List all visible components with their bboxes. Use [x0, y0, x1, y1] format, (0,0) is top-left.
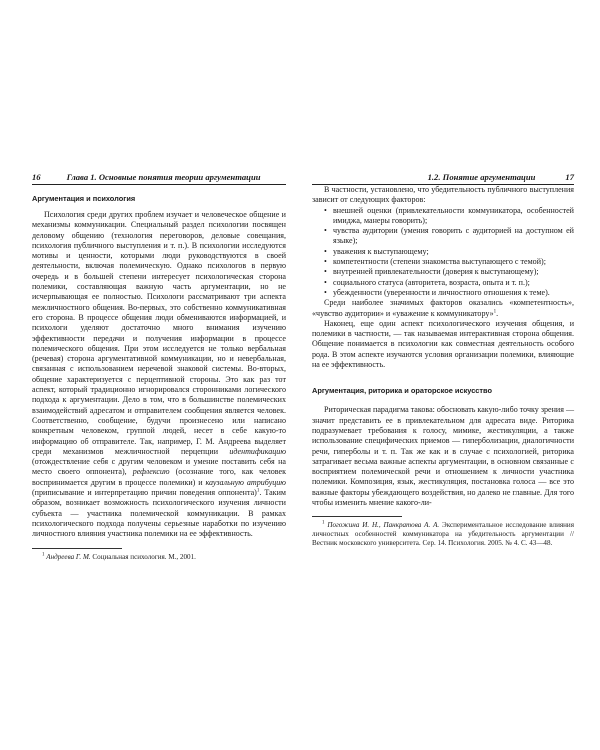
- footnote-divider: [312, 516, 402, 517]
- term-attribution: каузальную атрибуцию: [205, 477, 286, 487]
- body-paragraph: [312, 298, 574, 319]
- list-item: • внутренней привлекательности (доверия к выступающему);: [324, 267, 574, 277]
- running-title: 1.2. Понятие аргументации: [427, 172, 536, 182]
- list-item: • внешней оценки (привлекательности коммуникатора, особенностей имиджа, манеры говорить);: [324, 206, 574, 227]
- right-page: [300, 0, 600, 750]
- footnote-divider: [32, 548, 122, 549]
- term-reflexia: рефлексию: [132, 467, 170, 477]
- list-item: • социального статуса (авторитета, возраста, опыта и т. п.);: [324, 278, 574, 288]
- paragraph-text: (отождествление себя с другим человеком и умение поставить себя на место своего оппонента),: [32, 457, 286, 477]
- body-paragraph: [32, 210, 286, 540]
- footnote-text: Социальная психология. М., 2001.: [90, 552, 196, 561]
- body-paragraph: Наконец, еще один аспект психологического изучения общения, и полемики в частности, — так называемая интерактивная сторона общения. Общение понимается в психологии как совместная деятельность особого рода. В этом аспекте изучаются условия организации полемики, влияющие на ее эффективность.: [312, 318, 574, 370]
- running-header: [312, 172, 574, 185]
- paragraph-text: . Таким образом, возникает возможность психологического изучения личности субъекта — участника полемической коммуникации. В рамках психологического подхода получены серьезные наработки по изучению личностного влияния участника полемики на ее эффективность.: [32, 488, 286, 539]
- body-paragraph: В частности, установлено, что убедительность публичного выступления зависит от следующих факторов:: [312, 185, 574, 205]
- page-number: 16: [32, 172, 41, 182]
- paragraph-text: Среди наиболее значимых факторов оказались «компетентность», «чувство аудитории» и «уважение к коммуникатору»: [312, 298, 574, 318]
- paragraph-text: (приписывание и интерпретацию причин поведения оппонента): [32, 488, 257, 498]
- list-item: • уважения к выступающему;: [324, 247, 574, 257]
- running-header: [32, 172, 286, 185]
- running-title: Глава 1. Основные понятия теории аргументации: [66, 172, 261, 182]
- list-item: • убежденности (уверенности и личностного отношения к теме).: [324, 288, 574, 298]
- paragraph-text: (осознание того, как человек воспринимается другим в процессе полемики) и: [32, 467, 287, 487]
- section-heading: Аргументация, риторика и ораторское искусство: [312, 386, 492, 396]
- footnote: [312, 521, 574, 548]
- footnote-author: Андреева Г. М.: [46, 552, 91, 561]
- footnote-author: Погожина И. Н., Панкратова А. А.: [327, 521, 440, 530]
- list-item: • чувства аудитории (умения говорить с аудиторией на доступном ей языке);: [324, 226, 574, 247]
- term-identification: идентификацию: [229, 446, 286, 456]
- body-paragraph: Риторическая парадигма такова: обосновать какую-либо точку зрения — значит представить ее в привлекательном для адресата виде. Риторика подразумевает требования к голосу, мимике, жестикуляции, а также использование специфических приемов — гиперболизации, диалогичности речи, гиперболы и т. п. Так же как и в случае с психологией, риторика затрагивает весьма важные аспекты аргументации, в основном связанные с восприятием полемической речи и отношением к личности участника полемики. Композиция, язык, жестикуляция, постановка голоса — все это важные факторы убеждающего воздействия, но далеко не главные. Для того чтобы изменить мнение какого-ли-: [312, 405, 574, 508]
- footnote-marker[interactable]: 1: [256, 488, 260, 494]
- footnote-number: 1: [42, 552, 45, 558]
- footnote: [32, 553, 286, 562]
- section-heading: Аргументация и психология: [32, 194, 136, 203]
- footnote-marker[interactable]: 1: [493, 308, 497, 314]
- footnote-text: Экспериментальное исследование влияния личностных особенностей коммуникатора на убедительность аргументации // Вестник московского университета. Сер. 14. Психология. 2005. № 4. С. 43—48.: [312, 521, 574, 548]
- page-number: 17: [565, 172, 574, 182]
- paragraph-text: .: [496, 308, 499, 318]
- footnote-number: 1: [322, 520, 325, 526]
- factor-list: [312, 206, 574, 299]
- paragraph-text: Психология среди других проблем изучает и человеческое общение и механизмы коммуникации. Специальный раздел психологии посвящен деловому общению (технология переговоров, деловые совещания, психология публичного выступления и т. п.). В психологии исследуются мотивы и ценности, которыми люди руководствуются в своей деятельности, включая полемическую. Однако психологов в первую очередь и в большей степени интересует психологическая сторона полемики, составляющая важную часть аргументации, но не исчерпывающая ее полностью. Психологи рассматривают три аспекта межличностного общения. Во-первых, это собственно коммуникативная его сторона. В процессе общения люди обмениваются информацией, и психологи уделяют достаточно много внимания изучению эффективности передачи и получения информации в процессе полемического общения. При этом исследуется не только вербальная (речевая) сторона аргументативной коммуникации, но и невербальная, связанная с использованием неречевой знаковой системы. Во-вторых, общение характеризуется с перцептивной стороны. Это как раз тот аспект, который традиционно игнорировался сторонниками логического подхода к аргументации. Дело в том, что в большинстве полемических взаимодействий адресатом и отправителем сообщения является человек. Соответственно, сообщение, будучи произнесено или написано конкретным человеком, группой людей, несет в себе какую-то информацию об отправителе. Так, например, Г. М. Андреева выделяет среди механизмов межличностной перцепции: [32, 210, 286, 456]
- list-item: • компетентности (степени знакомства выступающего с темой);: [324, 257, 574, 267]
